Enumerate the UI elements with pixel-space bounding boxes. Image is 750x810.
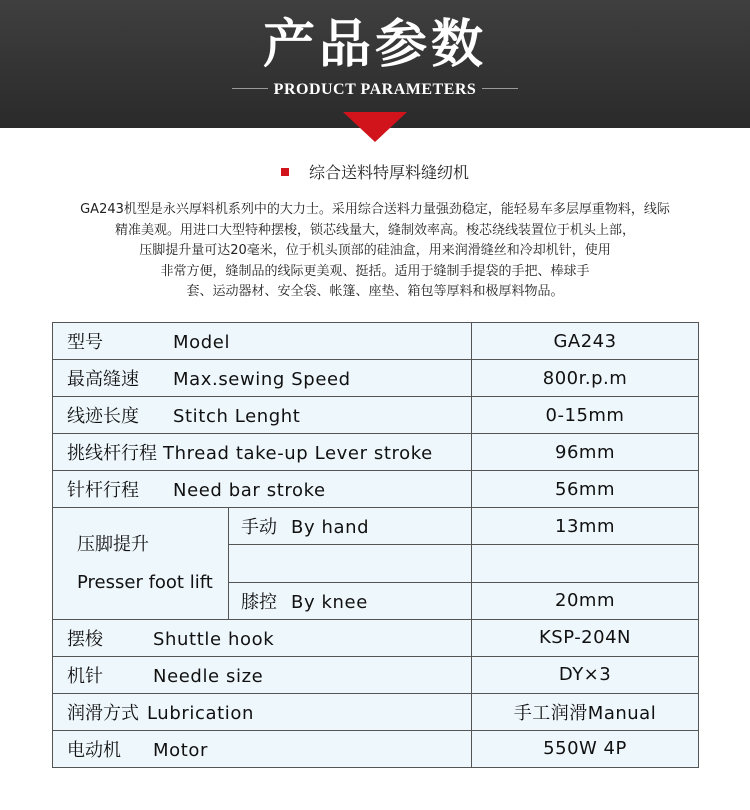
table-row [53, 360, 699, 397]
spec-value: 0-15mm [472, 397, 699, 434]
spec-label-cn: 机针 [67, 665, 103, 687]
page-title: 产品参数 [262, 14, 487, 75]
table-row [53, 656, 699, 693]
spec-label-en: Shuttle hook [153, 628, 275, 650]
spec-value: KSP-204N [472, 619, 699, 656]
spec-label [53, 323, 472, 360]
spec-label-en: Need bar stroke [173, 480, 326, 502]
spec-label [53, 471, 472, 508]
spec-value: 96mm [472, 434, 699, 471]
section-title: 综合送料特厚料缝纫机 [308, 163, 469, 182]
description-line: 套、运动器材、安全袋、帐篷、座垫、箱包等厚料和极厚料物品。 [186, 284, 564, 299]
spec-table [52, 322, 699, 768]
spec-value: 550W 4P [472, 730, 699, 767]
spec-label [53, 730, 472, 767]
spec-label-cn: 针杆行程 [67, 480, 139, 502]
spec-sublabel [229, 508, 472, 545]
spec-label [53, 619, 472, 656]
spec-label-en: Max.sewing Speed [173, 369, 351, 391]
spec-label [53, 434, 472, 471]
table-row [53, 471, 699, 508]
red-square-icon [281, 168, 289, 176]
empty-cell [472, 545, 699, 582]
description-line: 压脚提升量可达20毫米，位于机头顶部的硅油盒，用来润滑缝丝和冷却机针，使用 [139, 243, 611, 258]
spec-label-cn: 最高缝速 [67, 369, 139, 391]
spec-label-en: Stitch Lenght [173, 406, 301, 428]
table-row [53, 397, 699, 434]
section-heading [0, 160, 750, 182]
spec-sublabel [229, 582, 472, 619]
spec-label [53, 360, 472, 397]
spec-value: 20mm [472, 582, 699, 619]
spec-label-en: Needle size [153, 665, 264, 687]
spec-label-en: Model [173, 332, 231, 354]
spec-label-en: Motor [153, 739, 209, 761]
empty-cell [229, 545, 472, 582]
description-line: 精准美观。用进口大型特种摆梭，锁芯线量大，缝制效率高。梭芯绕线装置位于机头上部， [114, 222, 635, 238]
spec-label-cn: 摆梭 [67, 628, 103, 650]
table-row [53, 619, 699, 656]
product-description [40, 200, 710, 303]
header-banner [0, 0, 750, 128]
divider-right [482, 88, 518, 89]
description-line: 非常方便，缝制品的线际更美观、挺括。适用于缝制手提袋的手把、棒球手 [160, 263, 590, 279]
spec-label-cn: 电动机 [67, 739, 121, 761]
spec-label-cn: 线迹长度 [67, 406, 139, 428]
table-row [53, 693, 699, 730]
spec-label-en: Presser foot lift [77, 571, 213, 593]
spec-label-cn: 手动 [241, 517, 277, 539]
spec-label-cn: 膝控 [241, 591, 277, 613]
banner-notch-icon [343, 112, 407, 142]
description-line: GA243机型是永兴厚料机系列中的大力士。采用综合送料力量强劲稳定，能轻易车多层厚重物料，线际 [80, 202, 670, 217]
spec-label [53, 656, 472, 693]
spec-label-en: Thread take-up Lever stroke [163, 443, 433, 465]
spec-label-en: Lubrication [147, 702, 254, 724]
spec-value: GA243 [472, 323, 699, 360]
spec-label-cn: 挑线杆行程 [67, 443, 157, 465]
table-row [53, 323, 699, 360]
spec-value: 手工润滑Manual [472, 693, 699, 730]
spec-label-en: By hand [291, 517, 370, 539]
page-subtitle: PRODUCT PARAMETERS [273, 81, 477, 98]
table-row [53, 508, 699, 545]
spec-label [53, 397, 472, 434]
presser-foot-label [53, 508, 229, 619]
spec-label-cn: 压脚提升 [77, 533, 149, 555]
table-row [53, 730, 699, 767]
spec-label-cn: 型号 [67, 332, 103, 354]
spec-label-en: By knee [291, 591, 368, 613]
spec-value: 13mm [472, 508, 699, 545]
spec-value: DY×3 [472, 656, 699, 693]
table-row [53, 434, 699, 471]
spec-label-cn: 润滑方式 [67, 702, 139, 724]
spec-label [53, 693, 472, 730]
spec-value: 56mm [472, 471, 699, 508]
spec-value: 800r.p.m [472, 360, 699, 397]
